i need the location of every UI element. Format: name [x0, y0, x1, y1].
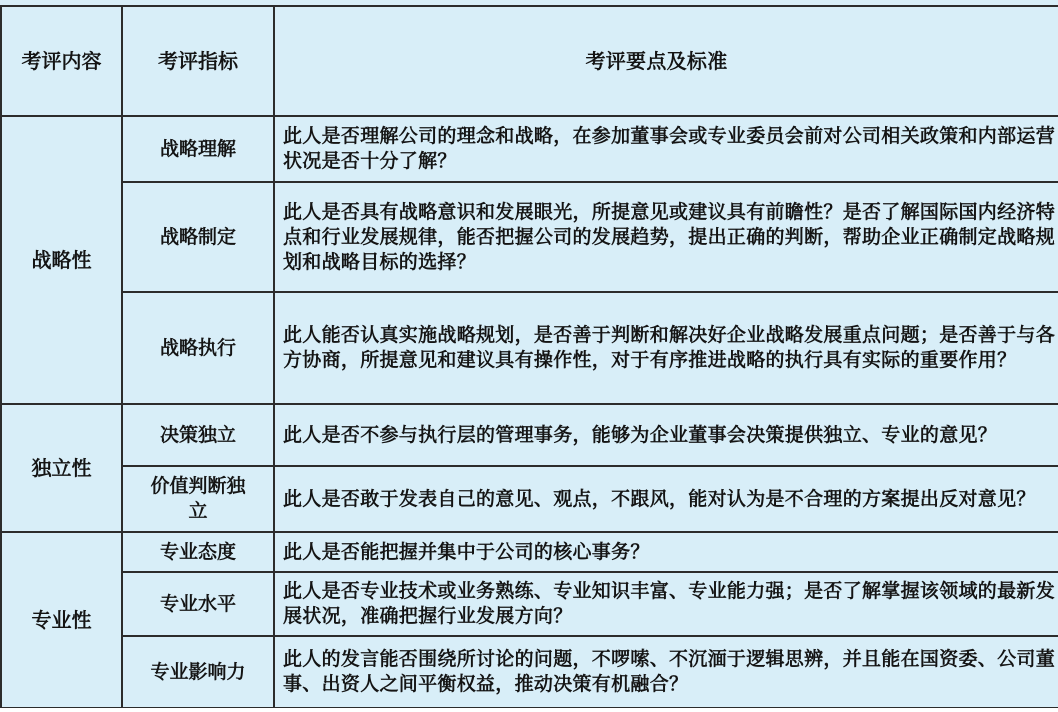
standard-cell: 此人是否具有战略意识和发展眼光，所提意见或建议具有前瞻性？是否了解国际国内经济特点和行业发展规律，能否把握公司的发展趋势，提出正确的判断，帮助企业正确制定战略规划和战略目标的选择？: [274, 182, 1058, 292]
indicator-cell: 专业态度: [122, 532, 274, 572]
standard-cell: 此人是否专业技术或业务熟练、专业知识丰富、专业能力强；是否了解掌握该领域的最新发展状况，准确把握行业发展方向？: [274, 572, 1058, 636]
standard-cell: 此人能否认真实施战略规划，是否善于判断和解决好企业战略发展重点问题；是否善于与各方协商，所提意见和建议具有操作性，对于有序推进战略的执行具有实际的重要作用？: [274, 292, 1058, 404]
indicator-cell: 专业影响力: [122, 636, 274, 708]
standard-cell: 此人是否不参与执行层的管理事务，能够为企业董事会决策提供独立、专业的意见？: [274, 404, 1058, 466]
indicator-cell: 战略制定: [122, 182, 274, 292]
category-independence: 独立性: [1, 404, 122, 532]
header-indicator: 考评指标: [122, 6, 274, 116]
category-professional: 专业性: [1, 532, 122, 708]
indicator-cell: 战略理解: [122, 116, 274, 182]
table-row: [1, 292, 1058, 404]
standard-cell: 此人是否理解公司的理念和战略，在参加董事会或专业委员会前对公司相关政策和内部运营状况是否十分了解？: [274, 116, 1058, 182]
table-row: [1, 532, 1058, 572]
standard-cell: 此人是否能把握并集中于公司的核心事务？: [274, 532, 1058, 572]
standard-cell: 此人的发言能否围绕所讨论的问题，不啰嗦、不沉湎于逻辑思辨，并且能在国资委、公司董事、出资人之间平衡权益，推动决策有机融合？: [274, 636, 1058, 708]
header-content: 考评内容: [1, 6, 122, 116]
indicator-cell: 决策独立: [122, 404, 274, 466]
table-row: [1, 116, 1058, 182]
indicator-cell: 战略执行: [122, 292, 274, 404]
category-strategic: 战略性: [1, 116, 122, 404]
table-row: [1, 182, 1058, 292]
header-standard: 考评要点及标准: [274, 6, 1058, 116]
table-row: [1, 636, 1058, 708]
evaluation-table: [0, 5, 1058, 709]
indicator-cell: 价值判断独立: [122, 466, 274, 532]
bottom-margin: [0, 708, 1058, 712]
table-row: [1, 466, 1058, 532]
table-row: [1, 572, 1058, 636]
indicator-cell: 专业水平: [122, 572, 274, 636]
table-row: [1, 404, 1058, 466]
table-header-row: [1, 6, 1058, 116]
standard-cell: 此人是否敢于发表自己的意见、观点，不跟风，能对认为是不合理的方案提出反对意见？: [274, 466, 1058, 532]
